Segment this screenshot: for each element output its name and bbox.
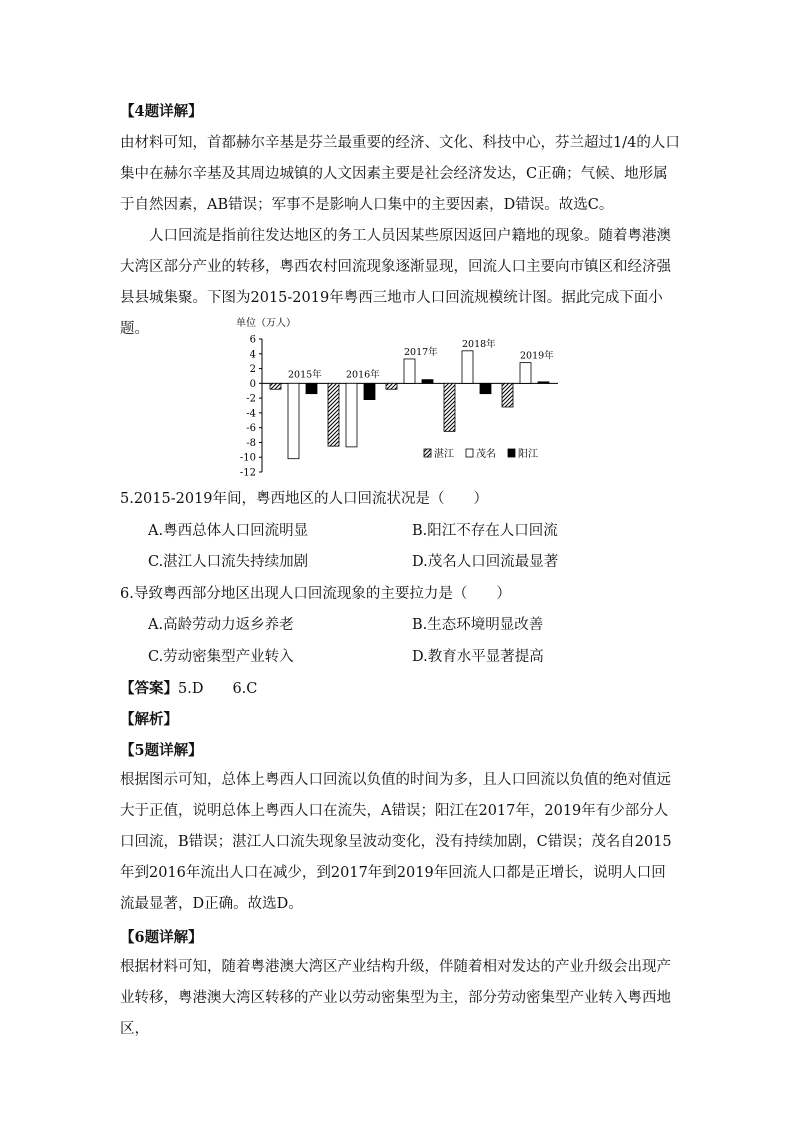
bar-阳江-2016年 bbox=[364, 383, 375, 399]
answer-values: 5.D 6.C bbox=[178, 681, 258, 697]
y-tick-label: -4 bbox=[246, 408, 256, 420]
q5-option-a: A.粤西总体人口回流明显 bbox=[148, 523, 309, 539]
bar-茂名-2018年 bbox=[462, 351, 473, 384]
bar-湛江-2019年 bbox=[502, 383, 513, 407]
y-tick-label: 0 bbox=[249, 378, 256, 390]
bar-茂名-2017年 bbox=[404, 359, 415, 383]
y-tick-label: -8 bbox=[246, 437, 256, 449]
legend-swatch-阳江 bbox=[508, 449, 515, 457]
bar-阳江-2018年 bbox=[480, 383, 491, 393]
legend-label-阳江: 阳江 bbox=[518, 449, 538, 460]
bar-阳江-2015年 bbox=[306, 383, 317, 393]
sec4-body: 由材料可知，首都赫尔辛基是芬兰最重要的经济、文化、科技中心，芬兰超过1/4的人口集中在赫尔辛基及其周边城镇的人文因素主要是社会经济发达，C正确；气候、地形属于自然因素，AB错误；军事不是影响人口集中的主要因素，D错误。故选C。 bbox=[120, 135, 680, 213]
legend-label-茂名: 茂名 bbox=[476, 449, 496, 460]
category-label-2016年: 2016年 bbox=[346, 369, 380, 381]
q5-option-c: C.湛江人口流失持续加剧 bbox=[148, 554, 309, 570]
sec5-body: 根据图示可知，总体上粤西人口回流以负值的时间为多，且人口回流以负值的绝对值远大于正值，说明总体上粤西人口在流失，A错误；阳江在2017年，2019年有少部分人口回流，B错误；湛江人口流失现象呈波动变化，没有持续加剧，C错误；茂名自2015年到2016年流出人口在减少，到2017年到2019年回流人口都是正增长，说明人口回流最显著，D正确。故选D。 bbox=[120, 772, 672, 912]
y-tick-label: -2 bbox=[246, 393, 256, 405]
y-tick-label: -10 bbox=[239, 452, 256, 464]
chart-legend bbox=[424, 447, 538, 460]
analysis-heading: 【解析】 bbox=[120, 711, 178, 728]
intro-paragraph: 人口回流是指前往发达地区的务工人员因某些原因返回户籍地的现象。随着粤港澳大湾区部分产业的转移，粤西农村回流现象逐渐显现，回流人口主要向市镇区和经济强县县城集聚。下图为2015-2019年粤西三地市人口回流规模统计图。据此完成下面小题。 bbox=[120, 228, 671, 337]
population-return-chart bbox=[232, 312, 562, 482]
bar-茂名-2015年 bbox=[288, 383, 299, 458]
bar-湛江-2017年 bbox=[386, 383, 397, 389]
bar-阳江-2017年 bbox=[422, 380, 433, 384]
bar-湛江-2018年 bbox=[444, 383, 455, 431]
y-tick-label: -12 bbox=[239, 467, 256, 479]
legend-label-湛江: 湛江 bbox=[434, 449, 454, 460]
category-label-2017年: 2017年 bbox=[404, 346, 438, 358]
q6-option-b: B.生态环境明显改善 bbox=[412, 617, 544, 633]
bar-阳江-2019年 bbox=[538, 382, 549, 383]
q6-option-c: C.劳动密集型产业转入 bbox=[148, 649, 294, 665]
y-axis-label: 单位（万人） bbox=[236, 318, 296, 329]
answer-line bbox=[120, 677, 257, 698]
bar-茂名-2016年 bbox=[346, 383, 357, 447]
q6-option-d: D.教育水平显著提高 bbox=[412, 649, 544, 665]
q5-option-d: D.茂名人口回流最显著 bbox=[412, 554, 559, 570]
y-tick-label: 4 bbox=[249, 349, 256, 361]
category-label-2018年: 2018年 bbox=[462, 338, 496, 350]
sec6-heading: 【6题详解】 bbox=[120, 929, 203, 946]
sec4-heading: 【4题详解】 bbox=[120, 103, 203, 120]
legend-swatch-茂名 bbox=[466, 449, 473, 457]
y-tick-label: -6 bbox=[246, 423, 256, 435]
q5-option-b: B.阳江不存在人口回流 bbox=[412, 523, 558, 539]
y-tick-label: 2 bbox=[249, 364, 256, 376]
answer-label: 【答案】 bbox=[120, 680, 178, 697]
q6-stem: 6.导致粤西部分地区出现人口回流现象的主要拉力是（ ） bbox=[120, 586, 511, 602]
category-label-2015年: 2015年 bbox=[288, 369, 322, 381]
q5-stem: 5.2015-2019年间，粤西地区的人口回流状况是（ ） bbox=[120, 491, 489, 507]
bar-湛江-2015年 bbox=[270, 383, 281, 389]
bar-茂名-2019年 bbox=[520, 363, 531, 384]
sec6-body: 根据材料可知，随着粤港澳大湾区产业结构升级，伴随着相对发达的产业升级会出现产业转移，粤港澳大湾区转移的产业以劳动密集型为主，部分劳动密集型产业转入粤西地区， bbox=[120, 959, 671, 1037]
category-labels bbox=[288, 338, 554, 381]
q6-option-a: A.高龄劳动力返乡养老 bbox=[148, 617, 294, 633]
category-label-2019年: 2019年 bbox=[520, 350, 554, 362]
bar-湛江-2016年 bbox=[328, 383, 339, 446]
bars bbox=[270, 351, 549, 459]
sec5-heading: 【5题详解】 bbox=[120, 742, 203, 759]
y-tick-label: 6 bbox=[249, 334, 256, 346]
legend-swatch-湛江 bbox=[424, 449, 431, 457]
